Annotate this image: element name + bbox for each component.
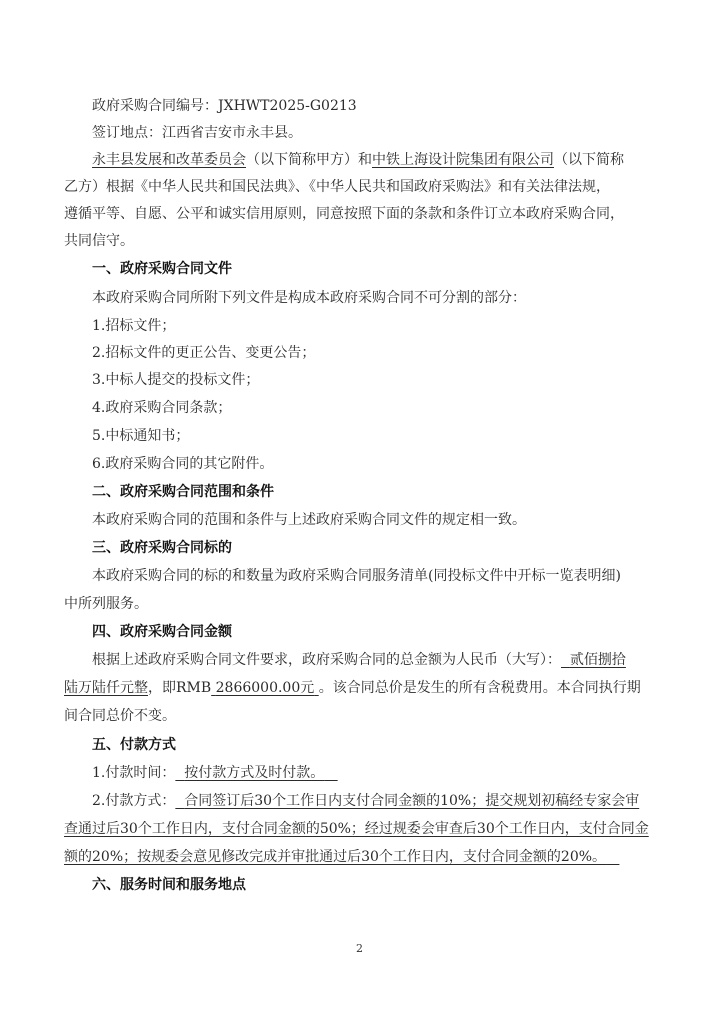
section-1-title: 一、政府采购合同文件 [92,261,232,277]
list-item: 4.政府采购合同条款； [92,400,232,416]
party-a-name: 永丰县发展和改革委员会 [92,152,246,168]
payment-time-value: 按付款方式及时付款。 [184,765,325,781]
intro-line-4: 共同信守。 [64,233,134,249]
amount-note: 。该合同总价是发生的所有含税费用。本合同执行期 [318,680,641,696]
amount-intro-text: 根据上述政府采购合同文件要求，政府采购合同的总金额为人民币（大写）： [92,652,561,668]
section-3-title: 三、政府采购合同标的 [92,540,232,556]
payment-method-value-3: 额的20%；按规委会意见修改完成并审批通过后30个工作日内，支付合同金额的20%。 [64,849,607,865]
section-5-title: 五、付款方式 [92,737,176,753]
amount-cn-part-2: 陆万陆仟元整 [64,680,148,696]
amount-rmb-label: ，即RMB [148,680,212,696]
section-3-line-2: 中所列服务。 [64,596,148,612]
intro-line-2: 乙方）根据《中华人民共和国民法典》、《中华人民共和国政府采购法》和有关法律法规， [64,179,610,195]
section-4-title: 四、政府采购合同金额 [92,624,232,640]
payment-method-line-2 [64,818,657,838]
page-number: 2 [356,942,363,955]
payment-time [64,762,657,782]
intro-text-1: （以下简称甲方）和 [246,152,372,168]
contract-number: 政府采购合同编号：JXHWT2025-G0213 [92,98,357,114]
list-item: 3.中标人提交的投标文件； [92,372,260,388]
payment-method-line-1 [64,790,657,810]
payment-method-line-3 [64,846,657,866]
amount-number: 2866000.00元 [215,680,315,696]
party-b-name: 中铁上海设计院集团有限公司 [372,152,554,168]
section-4-line-1 [64,649,657,669]
section-1-desc: 本政府采购合同所附下列文件是构成本政府采购合同不可分割的部分： [92,290,526,306]
payment-method-value-1: 合同签订后30个工作日内支付合同金额的10%；提交规划初稿经专家会审 [184,793,640,809]
intro-text-2: （以下简称 [554,152,624,168]
section-3-line-1: 本政府采购合同的标的和数量为政府采购合同服务清单(同投标文件中开标一览表明细) [92,568,621,584]
list-item: 2.招标文件的更正公告、变更公告； [92,345,316,361]
section-2-title: 二、政府采购合同范围和条件 [92,484,274,500]
intro-line-3: 遵循平等、自愿、公平和诚实信用原则，同意按照下面的条款和条件订立本政府采购合同， [64,206,624,222]
payment-time-label: 1.付款时间： [92,765,176,781]
payment-method-value-2: 查通过后30个工作日内，支付合同金额的50%；经过规委会审查后30个工作日内，支付合同金 [64,821,649,837]
section-4-line-3: 间合同总价不变。 [64,708,176,724]
section-2-desc: 本政府采购合同的范围和条件与上述政府采购合同文件的规定相一致。 [92,512,526,528]
list-item: 1.招标文件； [92,318,176,334]
amount-cn-part-1: 贰佰捌拾 [569,652,626,668]
section-4-line-2 [64,677,657,697]
payment-method-label: 2.付款方式： [92,793,176,809]
list-item: 6.政府采购合同的其它附件。 [92,456,274,472]
list-item: 5.中标通知书； [92,428,190,444]
signing-place: 签订地点：江西省吉安市永丰县。 [92,125,302,141]
intro-line-1 [64,149,657,169]
section-6-title: 六、服务时间和服务地点 [92,877,246,893]
